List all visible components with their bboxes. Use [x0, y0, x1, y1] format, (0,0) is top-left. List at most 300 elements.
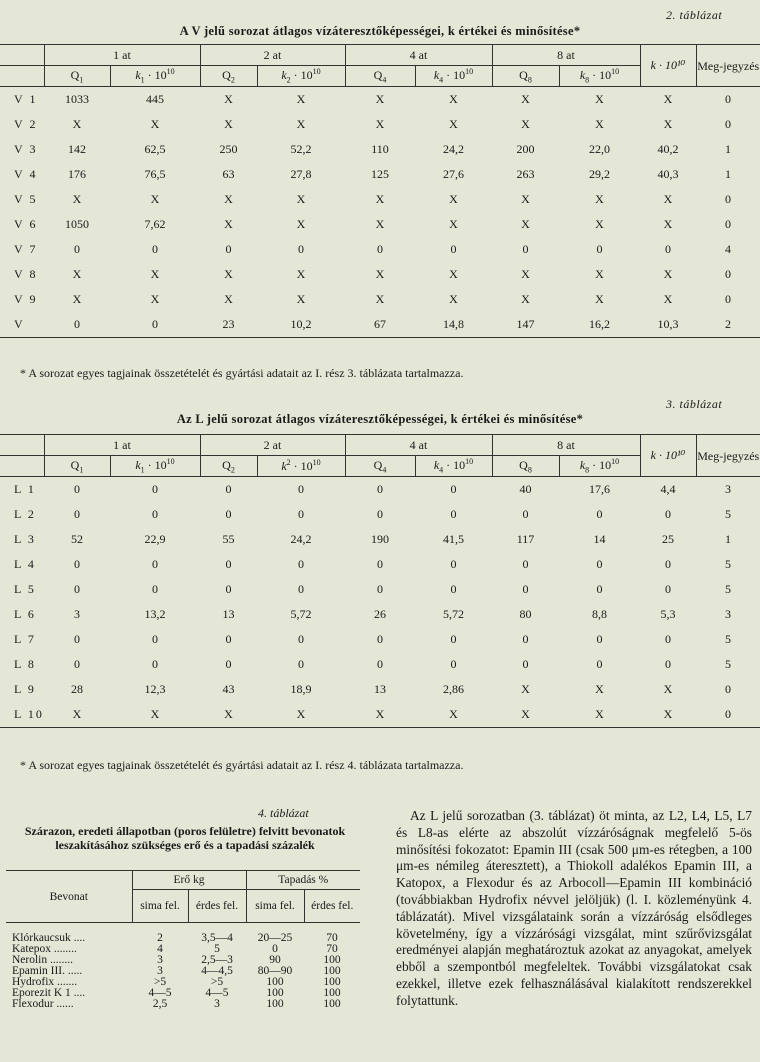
body-paragraph [396, 808, 752, 1010]
k4-header: $k_4 \cdot 10^{10}$ [415, 66, 492, 87]
table-row [0, 162, 760, 187]
table-cell: 0 [725, 192, 731, 206]
table-cell: 41,5 [443, 532, 464, 546]
table-cell: X [449, 92, 458, 106]
table-cell: 0 [522, 632, 529, 646]
table-cell: X [224, 192, 233, 206]
table-cell: 14 [593, 532, 606, 546]
table-cell: 2,86 [443, 682, 464, 696]
table-cell: 100 [266, 998, 284, 1010]
table-cell: X [521, 92, 530, 106]
table3-number: 3. táblázat [666, 397, 723, 411]
table-row [0, 137, 760, 162]
row-label: L 1 [14, 482, 36, 496]
row-label: L 8 [14, 657, 36, 671]
row-label: V 2 [14, 117, 38, 131]
group-header-8at: 8 at [492, 435, 640, 456]
coating-name: Nerolin ........ [12, 954, 74, 966]
remark-header: Meg-jegyzés [696, 45, 760, 87]
table-cell: 18,9 [290, 682, 312, 696]
group-header-1at: 1 at [44, 435, 200, 456]
table-row [0, 502, 760, 527]
table-cell: 67 [345, 312, 415, 338]
table-cell: 0 [74, 557, 80, 571]
row-label: L 4 [14, 557, 36, 571]
row-label: L 6 [14, 607, 36, 621]
table-cell: X [200, 702, 257, 728]
table-cell: X [224, 92, 233, 106]
table-cell: 0 [225, 582, 232, 596]
table-cell: 25 [662, 532, 674, 546]
table-cell: 0 [450, 507, 457, 521]
table-row [0, 627, 760, 652]
table-cell: 0 [74, 482, 80, 496]
coating-name: Katepox ........ [12, 943, 77, 955]
table-cell: 5 [725, 582, 731, 596]
table-cell: X [595, 92, 604, 106]
table-cell: 0 [522, 507, 529, 521]
table-cell: 176 [68, 167, 86, 181]
table-cell: 200 [516, 142, 535, 156]
table-cell: 0 [596, 657, 603, 671]
table-cell: 0 [152, 657, 158, 671]
table-cell: 22,0 [589, 142, 610, 156]
table-cell: X [595, 292, 604, 306]
k2-header: $k_2 \cdot 10^{10}$ [257, 66, 345, 87]
table3-footnote: * A sorozat egyes tagjainak összetételét és gyártási adatait az I. rész 4. táblázata tartalmazza. [20, 758, 464, 772]
table-cell: 10,3 [640, 312, 696, 338]
table-cell: 0 [152, 507, 158, 521]
sub-header: érdes fel. [304, 890, 360, 923]
table-cell: X [521, 117, 530, 131]
k-header: k · 10¹⁰ [640, 435, 696, 477]
row-label: L 3 [14, 532, 36, 546]
table-cell: X [296, 117, 306, 131]
table-cell: 4 [157, 943, 163, 955]
table-cell: >5 [153, 976, 167, 988]
table-cell: 0 [377, 582, 383, 596]
table-cell: 0 [225, 557, 232, 571]
table-cell: 0 [450, 242, 457, 256]
table-cell: 0 [225, 507, 232, 521]
table-row [0, 652, 760, 677]
group-header-1at: 1 at [44, 45, 200, 66]
table-cell: 62,5 [144, 142, 166, 156]
table-cell: X [375, 117, 385, 131]
table-cell: 17,6 [589, 482, 610, 496]
table-cell: 0 [74, 507, 80, 521]
table-cell: X [640, 702, 696, 728]
table-row [0, 87, 760, 113]
table-cell: 0 [596, 632, 603, 646]
table-cell: 117 [516, 532, 535, 546]
table-cell: 16,2 [559, 312, 640, 338]
table-cell: 0 [725, 92, 731, 106]
tapadas-header: Tapadás % [246, 871, 360, 890]
table-cell: 0 [665, 582, 671, 596]
table-cell: X [449, 292, 458, 306]
q1-header: $Q_1$ [44, 456, 110, 477]
table-cell: 0 [665, 557, 671, 571]
table-cell: X [449, 192, 458, 206]
coating-name: Klórkaucsuk .... [12, 932, 86, 944]
table-cell: 23 [200, 312, 257, 338]
paragraph-text: Az L jelű sorozatban (3. táblázat) öt minta, az L2, L4, L5, L7 és L8-as elérte az abszolút vízzáróságnak megfelelő 5-ös minősítési fokozatot: Epamin III (csak 500 μm-es rétegben, a 100 μm-es némileg áteresztett), a Thiokoll adalékos Epamin III, a Katopox, a Flexodur és az Arbocoll—Epamin III kombináció (továbbiakban Hydrofix névvel jelöljük) (l. I. közleményünk 4. táblázatát). Mivel vizsgálataink során a vízzáróság elsődleges követelmény, így a vízzárósági vizsgálat, mint szűrővizsgálat eredményei alapján meghatároztuk azokat az anyagokat, amelyek ebből a szempontból megfeleltek. További vizsgálatokat csak ezekkel, illetve ezek felhasználásával kialakított rendszerekkel folytattunk. [396, 808, 752, 1008]
table-cell: 5,72 [443, 607, 464, 621]
k8-header: $k_8 \cdot 10^{10}$ [559, 66, 640, 87]
table-row [0, 552, 760, 577]
table-cell: 2,5 [152, 998, 168, 1010]
k1-header: $k_1 \cdot 10^{10}$ [110, 66, 200, 87]
table4-title: Szárazon, eredeti állapotban (poros felületre) felvitt bevonatok leszakításához szükséges erő és a tapadási százalék [24, 824, 346, 852]
table-cell: 80—90 [257, 965, 293, 977]
table-cell: 0 [450, 557, 457, 571]
row-label: V 3 [14, 142, 38, 156]
row-label: V 8 [14, 267, 38, 281]
table-cell: 55 [222, 532, 235, 546]
table-cell: 8,8 [592, 607, 607, 621]
q4-header: $Q_4$ [345, 456, 415, 477]
table-cell: 0 [152, 557, 158, 571]
table-cell: 80 [519, 607, 532, 621]
row-label-header [0, 45, 44, 66]
table-row [0, 577, 760, 602]
coating-name: Flexodur ...... [12, 998, 74, 1010]
table-cell: X [150, 117, 160, 131]
row-label: V 9 [14, 292, 38, 306]
table-cell: 24,2 [290, 532, 312, 546]
table-cell: 3 [725, 482, 731, 496]
table-row [0, 527, 760, 552]
row-label: V [0, 312, 44, 338]
table-cell: 2 [696, 312, 760, 338]
table-cell: 142 [68, 142, 86, 156]
table-cell: X [150, 192, 160, 206]
table2 [0, 44, 760, 338]
table-cell: X [375, 217, 385, 231]
table-cell: X [521, 292, 530, 306]
table-cell: 0 [298, 632, 304, 646]
table-cell: 0 [298, 557, 304, 571]
table-cell: 1 [725, 142, 731, 156]
remark-header: Meg-jegyzés [696, 435, 760, 477]
group-header-2at: 2 at [200, 45, 345, 66]
table-cell: 100 [266, 987, 284, 999]
row-label: L 10 [0, 702, 44, 728]
table-cell: X [521, 192, 530, 206]
table-cell: 0 [377, 242, 383, 256]
table-cell: 5,72 [290, 607, 312, 621]
table-cell: 40,2 [657, 142, 679, 156]
table-cell: X [521, 682, 530, 696]
table-cell: 190 [371, 532, 389, 546]
sub-header: sima fel. [246, 890, 304, 923]
table-cell: X [595, 217, 604, 231]
table-cell: X [150, 292, 160, 306]
table-cell: X [449, 217, 458, 231]
table-cell: 0 [377, 632, 383, 646]
table-cell: X [375, 292, 385, 306]
table-cell: X [521, 217, 530, 231]
table-cell: 0 [596, 507, 603, 521]
ero-header: Erő kg [132, 871, 246, 890]
table-cell: 100 [323, 965, 341, 977]
table-cell: 0 [152, 582, 158, 596]
table-row [6, 999, 360, 1010]
table-row [0, 287, 760, 312]
table-cell: 100 [323, 954, 341, 966]
table-cell: X [663, 217, 673, 231]
table-cell: 10,2 [257, 312, 345, 338]
row-label: L 9 [14, 682, 36, 696]
table-cell: 5,3 [660, 607, 676, 621]
table-row [0, 237, 760, 262]
bevonat-header: Bevonat [6, 871, 132, 923]
k2-header: $k^2 \cdot 10^{10}$ [257, 456, 345, 477]
k4-header: $k_4 \cdot 10^{10}$ [415, 456, 492, 477]
table-cell: X [663, 267, 673, 281]
table-cell: 0 [522, 657, 529, 671]
table-row [0, 677, 760, 702]
table-row [0, 187, 760, 212]
coating-name: Hydrofix ....... [12, 976, 78, 988]
table-cell: 76,5 [144, 167, 166, 181]
k1-header: $k_1 \cdot 10^{10}$ [110, 456, 200, 477]
table-cell: 5 [725, 632, 731, 646]
row-label: L 5 [14, 582, 36, 596]
table-row [0, 262, 760, 287]
table-row [0, 602, 760, 627]
table-cell: X [257, 702, 345, 728]
table-cell: 0 [665, 242, 671, 256]
table-cell: X [296, 192, 306, 206]
q8-header: $Q_8$ [492, 66, 559, 87]
table-cell: 28 [71, 682, 83, 696]
table-cell: 0 [450, 482, 457, 496]
q2-header: $Q_2$ [200, 66, 257, 87]
table-cell: 0 [665, 507, 671, 521]
table-cell: X [224, 267, 233, 281]
sub-header: érdes fel. [188, 890, 246, 923]
table-cell: 250 [219, 142, 238, 156]
table-cell: X [663, 117, 673, 131]
table-cell: 0 [725, 292, 731, 306]
table-cell: 0 [298, 242, 304, 256]
table-cell: 0 [725, 117, 731, 131]
table-cell: 0 [272, 943, 278, 955]
table-cell: 0 [152, 242, 158, 256]
table-cell: 0 [596, 557, 603, 571]
table-cell: 43 [222, 682, 235, 696]
table2-footnote: * A sorozat egyes tagjainak összetételét és gyártási adatait az I. rész 3. táblázata tartalmazza. [20, 366, 464, 380]
table-cell: 0 [696, 702, 760, 728]
table-cell: X [375, 267, 385, 281]
table-cell: 0 [450, 657, 457, 671]
table-cell: 0 [725, 267, 731, 281]
table-cell: X [224, 292, 233, 306]
table-cell: 3 [74, 607, 80, 621]
table-cell: 4—5 [205, 987, 229, 999]
row-label: L 7 [14, 632, 36, 646]
table-cell: 12,3 [144, 682, 166, 696]
table-cell: 27,8 [290, 167, 312, 181]
table-cell: 445 [146, 92, 164, 106]
table-cell: 0 [450, 582, 457, 596]
table-cell: X [595, 117, 604, 131]
table-cell: X [449, 117, 458, 131]
table-cell: 0 [596, 242, 603, 256]
table-cell: 70 [326, 943, 338, 955]
table-row [6, 923, 360, 945]
table-cell: 0 [298, 507, 304, 521]
table-cell: X [296, 267, 306, 281]
table-cell: 1 [725, 532, 731, 546]
table3-title: Az L jelű sorozat átlagos vízáteresztőképességei, k értékei és minősítése* [176, 412, 584, 426]
table-cell: X [224, 217, 233, 231]
table-cell: 24,2 [443, 142, 464, 156]
table-cell: X [345, 702, 415, 728]
table-cell: 0 [377, 557, 383, 571]
table-cell: 0 [450, 632, 457, 646]
table-cell: X [663, 192, 673, 206]
table-cell: 100 [323, 998, 341, 1010]
table-cell: 125 [371, 167, 389, 181]
table-cell: 0 [225, 242, 232, 256]
table-cell: 0 [725, 217, 731, 231]
group-header-8at: 8 at [492, 45, 640, 66]
table-cell: X [296, 92, 306, 106]
group-header-2at: 2 at [200, 435, 345, 456]
table-cell: 27,6 [443, 167, 464, 181]
table-cell: 0 [377, 507, 383, 521]
table-row [0, 212, 760, 237]
table-cell: X [224, 117, 233, 131]
table-cell: 0 [225, 632, 232, 646]
table-cell: X [375, 192, 385, 206]
table-cell: X [521, 267, 530, 281]
table-cell: 63 [222, 167, 235, 181]
row-label: V 6 [14, 217, 38, 231]
k8-header: $k_8 \cdot 10^{10}$ [559, 456, 640, 477]
table-cell: 90 [269, 954, 281, 966]
table-cell: X [110, 702, 200, 728]
table-cell: 13 [222, 607, 235, 621]
row-label: V 1 [14, 92, 38, 106]
table-cell: 4—4,5 [201, 965, 233, 977]
table-cell: 14,8 [415, 312, 492, 338]
table4 [6, 870, 360, 1010]
table-cell: 0 [225, 657, 232, 671]
table-cell: X [559, 702, 640, 728]
table-cell: 52 [71, 532, 83, 546]
table-cell: 26 [374, 607, 386, 621]
q8-header: $Q_8$ [492, 456, 559, 477]
table-cell: 22,9 [144, 532, 166, 546]
table2-number: 2. táblázat [666, 8, 723, 22]
table-cell: 0 [298, 582, 304, 596]
table-cell: >5 [210, 976, 224, 988]
table-cell: 0 [377, 482, 383, 496]
table-cell: 5 [725, 657, 731, 671]
table-cell: 13,2 [144, 607, 166, 621]
q4-header: $Q_4$ [345, 66, 415, 87]
coating-name: Epamin III. ..... [12, 965, 83, 977]
table-cell: 0 [377, 657, 383, 671]
table-cell: X [449, 267, 458, 281]
table-cell: 3 [214, 998, 220, 1010]
table-cell: X [663, 92, 673, 106]
table4-number: 4. táblázat [258, 806, 309, 820]
table-cell: 5 [214, 943, 220, 955]
table-cell: X [150, 267, 160, 281]
group-header-4at: 4 at [345, 45, 492, 66]
sub-header: sima fel. [132, 890, 188, 923]
table-cell: 0 [522, 557, 529, 571]
table-row [0, 112, 760, 137]
table-cell: X [492, 702, 559, 728]
table3 [0, 434, 760, 728]
table-cell: 4 [725, 242, 731, 256]
table-cell: X [375, 92, 385, 106]
table-cell: X [44, 702, 110, 728]
table-cell: 0 [298, 657, 304, 671]
table-cell: 0 [74, 242, 80, 256]
table-cell: X [296, 292, 306, 306]
table-cell: 0 [110, 312, 200, 338]
table-cell: 40,3 [657, 167, 679, 181]
q1-header: $Q_1$ [44, 66, 110, 87]
table-cell: 4—5 [148, 987, 172, 999]
table-row [0, 702, 760, 728]
table-cell: 5 [725, 507, 731, 521]
table-cell: 100 [266, 976, 284, 988]
table-cell: 0 [74, 632, 80, 646]
table-cell: 0 [665, 632, 671, 646]
table-cell: 0 [522, 582, 529, 596]
table-cell: 3,5—4 [201, 932, 233, 944]
table-cell: X [595, 192, 604, 206]
table2-title: A V jelű sorozat átlagos vízáteresztőképességei, k értékei és minősítése* [179, 24, 581, 38]
table-cell: 3 [725, 607, 731, 621]
coating-name: Eporezit K 1 .... [12, 987, 86, 999]
table-row [0, 312, 760, 338]
group-header-4at: 4 at [345, 435, 492, 456]
table-row [0, 477, 760, 503]
table-cell: 13 [374, 682, 386, 696]
table-cell: X [595, 682, 604, 696]
table-cell: 70 [326, 932, 338, 944]
row-label: V 7 [14, 242, 38, 256]
table-cell: 0 [74, 582, 80, 596]
table-cell: 3 [157, 965, 163, 977]
table-cell: 100 [323, 976, 341, 988]
table-cell: 2 [157, 932, 163, 944]
table-cell: X [663, 682, 673, 696]
table-cell: 0 [152, 482, 158, 496]
table-cell: 3 [157, 954, 163, 966]
table-cell: 147 [492, 312, 559, 338]
table-cell: 0 [298, 482, 304, 496]
table-cell: 1033 [65, 92, 89, 106]
table-cell: 0 [225, 482, 232, 496]
table-cell: 7,62 [144, 217, 166, 231]
table-cell: 0 [74, 657, 80, 671]
table-cell: 263 [516, 167, 535, 181]
table-cell: X [415, 702, 492, 728]
table-cell: 0 [725, 682, 731, 696]
q2-header: $Q_2$ [200, 456, 257, 477]
table-cell: 4,4 [660, 482, 676, 496]
